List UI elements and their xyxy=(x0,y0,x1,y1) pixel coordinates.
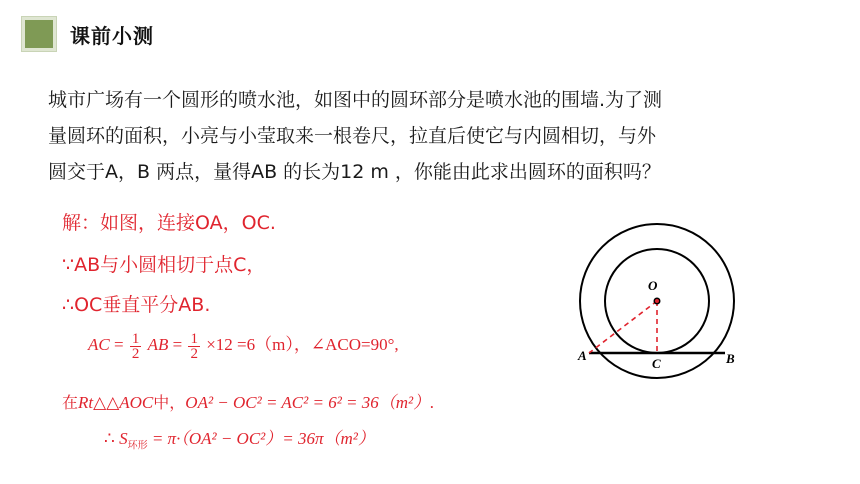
eq-equals-2: = xyxy=(172,335,183,354)
label-o: O xyxy=(648,278,658,293)
area-subscript: 环形 xyxy=(127,440,148,452)
eq-ab-label: AB xyxy=(147,335,169,354)
equation-ac xyxy=(88,330,399,361)
solution-line-1: 解：如图，连接OA，OC. xyxy=(62,212,276,234)
fraction-half-2 xyxy=(188,332,200,361)
section-title: 课前小测 xyxy=(70,23,154,48)
equation-area xyxy=(104,424,375,451)
solution-line-3: ∴OC垂直平分AB. xyxy=(62,294,211,316)
solution-line-2: ∵AB与小圆相切于点C， xyxy=(62,254,266,276)
area-symbol: S xyxy=(119,429,128,448)
problem-line-3: 圆交于A，B 两点，量得AB 的长为12 m ，你能由此求出圆环的面积吗？ xyxy=(48,161,661,183)
therefore-symbol: ∴ xyxy=(104,429,115,448)
problem-line-1: 城市广场有一个圆形的喷水池，如图中的圆环部分是喷水池的围墙.为了测 xyxy=(48,89,663,111)
section-icon xyxy=(22,17,56,51)
eq-equals-1: = xyxy=(113,335,124,354)
section-header xyxy=(22,14,154,54)
fraction-numerator: 1 xyxy=(131,330,140,347)
radius-oa xyxy=(589,301,657,353)
fraction-denominator: 2 xyxy=(190,345,198,362)
eq2-expression: OA² − OC² = AC² = 6² = 36（m²）. xyxy=(185,393,435,412)
problem-text xyxy=(48,82,768,190)
fraction-half-1 xyxy=(130,332,142,361)
eq2-triangle: Rt△△AOC xyxy=(78,393,154,412)
label-b: B xyxy=(726,351,735,366)
annulus-diagram xyxy=(560,220,760,390)
equation-pythagoras xyxy=(62,388,434,413)
label-c: C xyxy=(652,356,661,371)
problem-line-2: 量圆环的面积，小亮与小莹取来一根卷尺，拉直后使它与内圆相切，与外 xyxy=(48,125,657,147)
area-expression: = π·（OA² − OC²）= 36π（m²） xyxy=(151,429,375,448)
eq-ac-label: AC xyxy=(88,335,110,354)
eq2-prefix: 在 xyxy=(62,393,79,412)
fraction-denominator: 2 xyxy=(131,345,140,362)
eq2-mid: 中， xyxy=(153,393,186,412)
fraction-numerator: 1 xyxy=(190,330,198,347)
eq-times-twelve: ×12 xyxy=(206,335,233,354)
eq-result: =6（m），∠ACO=90°, xyxy=(237,335,399,354)
label-a: A xyxy=(578,348,587,363)
center-point-mark xyxy=(655,299,659,303)
